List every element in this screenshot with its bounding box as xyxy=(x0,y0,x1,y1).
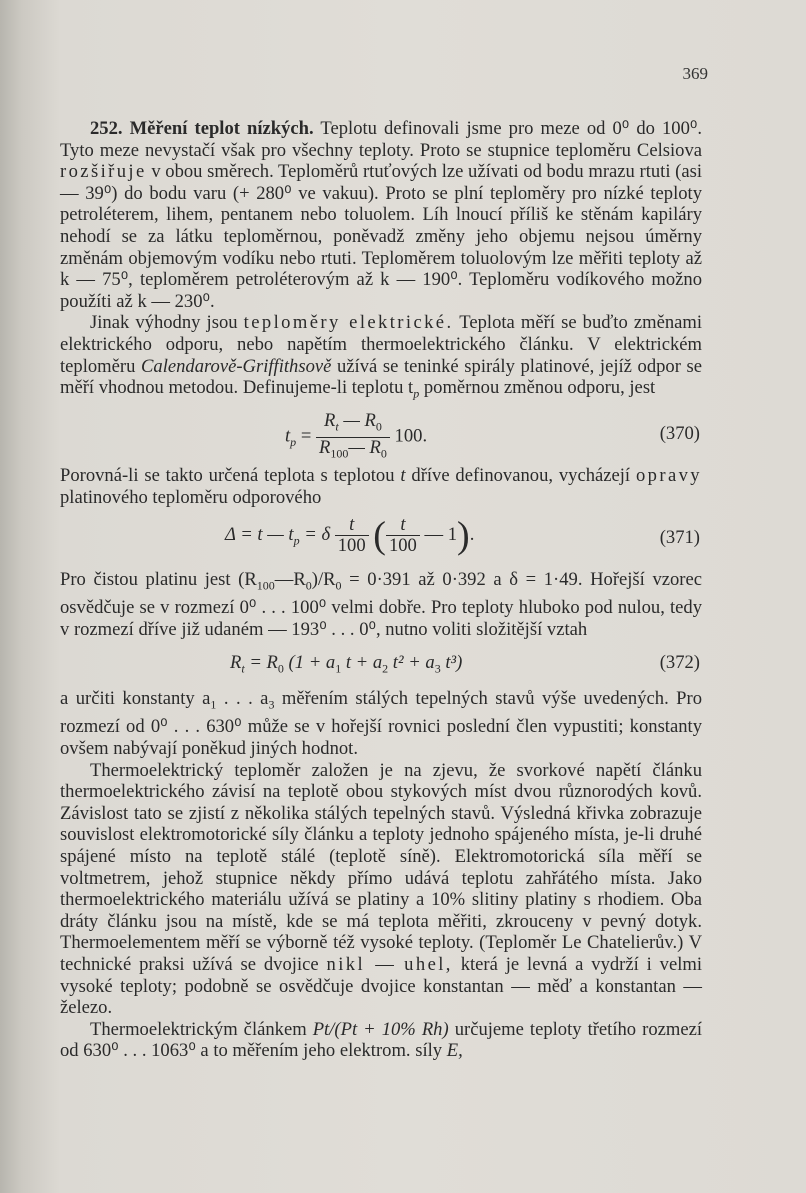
p3-text-a: Porovná-li se takto určená teplota s teplotou xyxy=(60,465,395,487)
equation-370 xyxy=(60,410,702,461)
eq371-end: . xyxy=(469,523,475,545)
eq372-d: t + a xyxy=(341,652,383,674)
eq371-paren-tail: — 1 xyxy=(419,523,458,545)
eq371-fraction xyxy=(335,515,369,556)
eq371-frac-den: 100 xyxy=(337,534,366,556)
p7-text-b: určujeme teploty třetího rozmezí od 630⁰ . . . 1063⁰ a to měřením jeho elektrom. síly xyxy=(60,1018,703,1062)
p4-text-b: —R xyxy=(274,568,306,590)
section-text-a: Teplotu definovali jsme pro meze od 0⁰ do 100⁰. Tyto meze nevystačí však pro všechny teploty. Proto se stupnice teploměru Celsiova xyxy=(60,118,702,161)
equation-372 xyxy=(60,646,702,680)
eq370-numerator xyxy=(316,411,390,438)
p3-t: t xyxy=(400,465,406,487)
eq371-paren-fraction xyxy=(386,515,420,556)
p3-text-b: dříve definovanou, vycházejí xyxy=(411,465,631,487)
eq370-equals: = xyxy=(300,425,312,447)
equation-370-label: (370) xyxy=(659,423,700,445)
eq370-tail: 100. xyxy=(394,425,428,447)
p5-text-c: měřením stálých tepelných stavů výše uvedených. Pro rozmezí od 0⁰ . . . 630⁰ může se v hořejší rovnici poslední člen vypustiti; konstanty ovšem nabývají poněkud jiných hodnot. xyxy=(60,688,702,760)
section-title: Měření teplot nízkých. xyxy=(129,118,314,139)
p4-sub1: 100 xyxy=(256,578,275,593)
equation-371-label: (371) xyxy=(659,526,700,548)
p4-sub2: 0 xyxy=(305,578,312,593)
p5-sub1: 1 xyxy=(210,697,217,712)
p2-text-a: Jinak výhodny jsou xyxy=(90,312,238,334)
eq372-sub-b: 0 xyxy=(277,661,284,676)
p2-spaced: teploměry elektrické. xyxy=(243,312,454,334)
paragraph-thermoelectric xyxy=(60,760,702,1019)
p4-text-a: Pro čistou platinu jest (R xyxy=(60,568,257,590)
p3-text-c: platinového teploměru odporového xyxy=(60,487,322,509)
eq370-den-r: R xyxy=(318,437,331,459)
eq371-paren-num: t xyxy=(386,515,420,536)
paragraph-constants xyxy=(60,688,702,760)
p6-text-a: Thermoelektrický teploměr založen je na zjevu, že svorkové napětí článku thermoelektrického závisí na teplotě obou stykových míst dvou různorodých kovů. Závislost tato se zjistí z několika stálých tepelných stavů. Výsledná křivka zobrazuje souvislost elektromotorické síly článku a teploty jednoho spájeného místa, je-li druhé spájené místo na teplotě stálé (teplotě síně). Elektromotorická síla měří se voltmetrem, jehož stupnice někdy přímo udává teplotu zahřátého místa. Jako thermoelektrického materiálu užívá se platiny a 10% slitiny platiny s rhodiem. Oba dráty článku jsou na místě, kde se má teplota měřiti, zkrouceny v pevný dotyk. Thermoelementem měří se výborně též vysoké teploty. (Teploměr Le Chatelierův.) V technické praksi užívá se dvojice xyxy=(60,759,702,975)
equation-370-formula xyxy=(285,411,427,463)
p7-italic2: E, xyxy=(446,1040,463,1062)
p2-italic: Calendarově-Griffithsově xyxy=(141,355,332,377)
eq372-sub-a: t xyxy=(241,661,245,676)
eq370-num-sub2: 0 xyxy=(375,420,382,435)
p5-text-b: . . . a xyxy=(216,688,269,710)
paragraph-platinum xyxy=(60,569,702,641)
eq372-sub-c: 1 xyxy=(335,661,342,676)
eq372-e: t² + a xyxy=(388,652,435,674)
p4-sub3: 0 xyxy=(335,578,342,593)
eq371-left-paren: ( xyxy=(373,514,386,557)
p2-sub: p xyxy=(413,386,420,401)
paragraph-pt-rh xyxy=(60,1019,702,1062)
section-number: 252. xyxy=(90,118,123,139)
eq371-frac-num: t xyxy=(335,515,369,536)
p2-text-c: užívá se teninké spirály platinové, jejíž odpor se měří vhodnou metodou. Definujeme-li teplotu t xyxy=(60,355,702,399)
p2-text-d: poměrnou změnou odporu, jest xyxy=(423,377,656,399)
eq370-den-sub1: 100 xyxy=(330,446,349,461)
paragraph-corrections xyxy=(60,465,702,508)
eq372-f: t³) xyxy=(440,652,463,674)
p6-spaced2: uhel, xyxy=(404,953,453,975)
eq371-paren-den: 100 xyxy=(388,534,417,556)
p5-text-a: a určiti konstanty a xyxy=(60,688,211,710)
p7-text-a: Thermoelektrickým článkem xyxy=(90,1018,307,1040)
eq370-fraction xyxy=(316,411,390,463)
page-text xyxy=(60,118,702,1062)
p4-text-c: )/R xyxy=(311,568,336,590)
equation-371 xyxy=(60,515,702,561)
paragraph-section-252 xyxy=(60,118,702,312)
p6-spaced1: nikl — xyxy=(326,953,397,975)
eq370-num-r: R xyxy=(323,410,336,432)
eq372-c: (1 + a xyxy=(283,652,336,674)
p6-text-b: která je levná a vydrží i velmi vysoké teploty; podobně se osvědčuje dvojice konstantan — měď a konstantan — železo. xyxy=(60,953,703,1019)
equation-372-label: (372) xyxy=(659,652,700,674)
page-number: 369 xyxy=(682,64,708,83)
eq370-num-mid: — R xyxy=(338,410,376,432)
eq371-lhs-sub: p xyxy=(293,533,300,548)
p7-italic: Pt/(Pt + 10% Rh) xyxy=(312,1018,449,1040)
p3-spaced: opravy xyxy=(635,465,702,487)
section-text-b: v obou směrech. Teploměrů rtuťových lze užívati od bodu mrazu rtuti (asi — 39⁰) do bodu varu (+ 280⁰ ve vakuu). Proto se plní teploměry pro nízké teploty petroléterem, lihem, pentanem nebo toluolem. Líh lnoucí příliš ke stěnám kapiláry nehodí se za látku teploměrnou, poněvadž změny jeho objemu nejsou úměrny změnám objemovým vodíku nebo rtuti. Teploměrem toluolovým lze měřiti teploty až k — 75⁰, teploměrem petroléterovým až k — 190⁰. Teploměru vodíkového možno použíti až k — 230⁰. xyxy=(60,161,703,312)
p2-text-b: Teplota měří se buďto změnami elektrického odporu, nebo napětím thermoelektrického článku. V elektrickém teploměru xyxy=(60,312,703,377)
eq370-num-sub1: t xyxy=(335,420,339,435)
paragraph-electric-thermometers xyxy=(60,312,702,405)
eq370-den-mid: — R xyxy=(348,437,381,459)
section-text-spaced: rozšiřuje xyxy=(60,161,147,183)
eq371-lhs: Δ = t — t xyxy=(225,523,294,545)
eq370-denominator xyxy=(316,438,390,464)
eq370-lhs-sub: p xyxy=(290,435,297,450)
eq372-sub-d: 2 xyxy=(382,661,389,676)
equation-371-formula xyxy=(225,515,474,556)
eq372-sub-e: 3 xyxy=(434,661,441,676)
equation-372-formula xyxy=(230,652,462,680)
eq370-lhs: t xyxy=(285,425,291,447)
p5-sub2: 3 xyxy=(268,697,275,712)
eq372-b: = R xyxy=(244,652,278,674)
eq370-den-sub2: 0 xyxy=(380,446,387,461)
eq372-a: R xyxy=(230,652,242,674)
eq371-mid: = δ xyxy=(299,523,331,545)
p4-text-d: = 0·391 až 0·392 a δ = 1·49. Hořejší vzorec osvědčuje se v rozmezí 0⁰ . . . 100⁰ velmi dobře. Pro teploty hluboko pod nulou, tedy v rozmezí dříve již udaném — 193⁰ . . . 0⁰, nutno voliti složitější vztah xyxy=(60,568,702,640)
eq371-right-paren: ) xyxy=(457,514,470,557)
